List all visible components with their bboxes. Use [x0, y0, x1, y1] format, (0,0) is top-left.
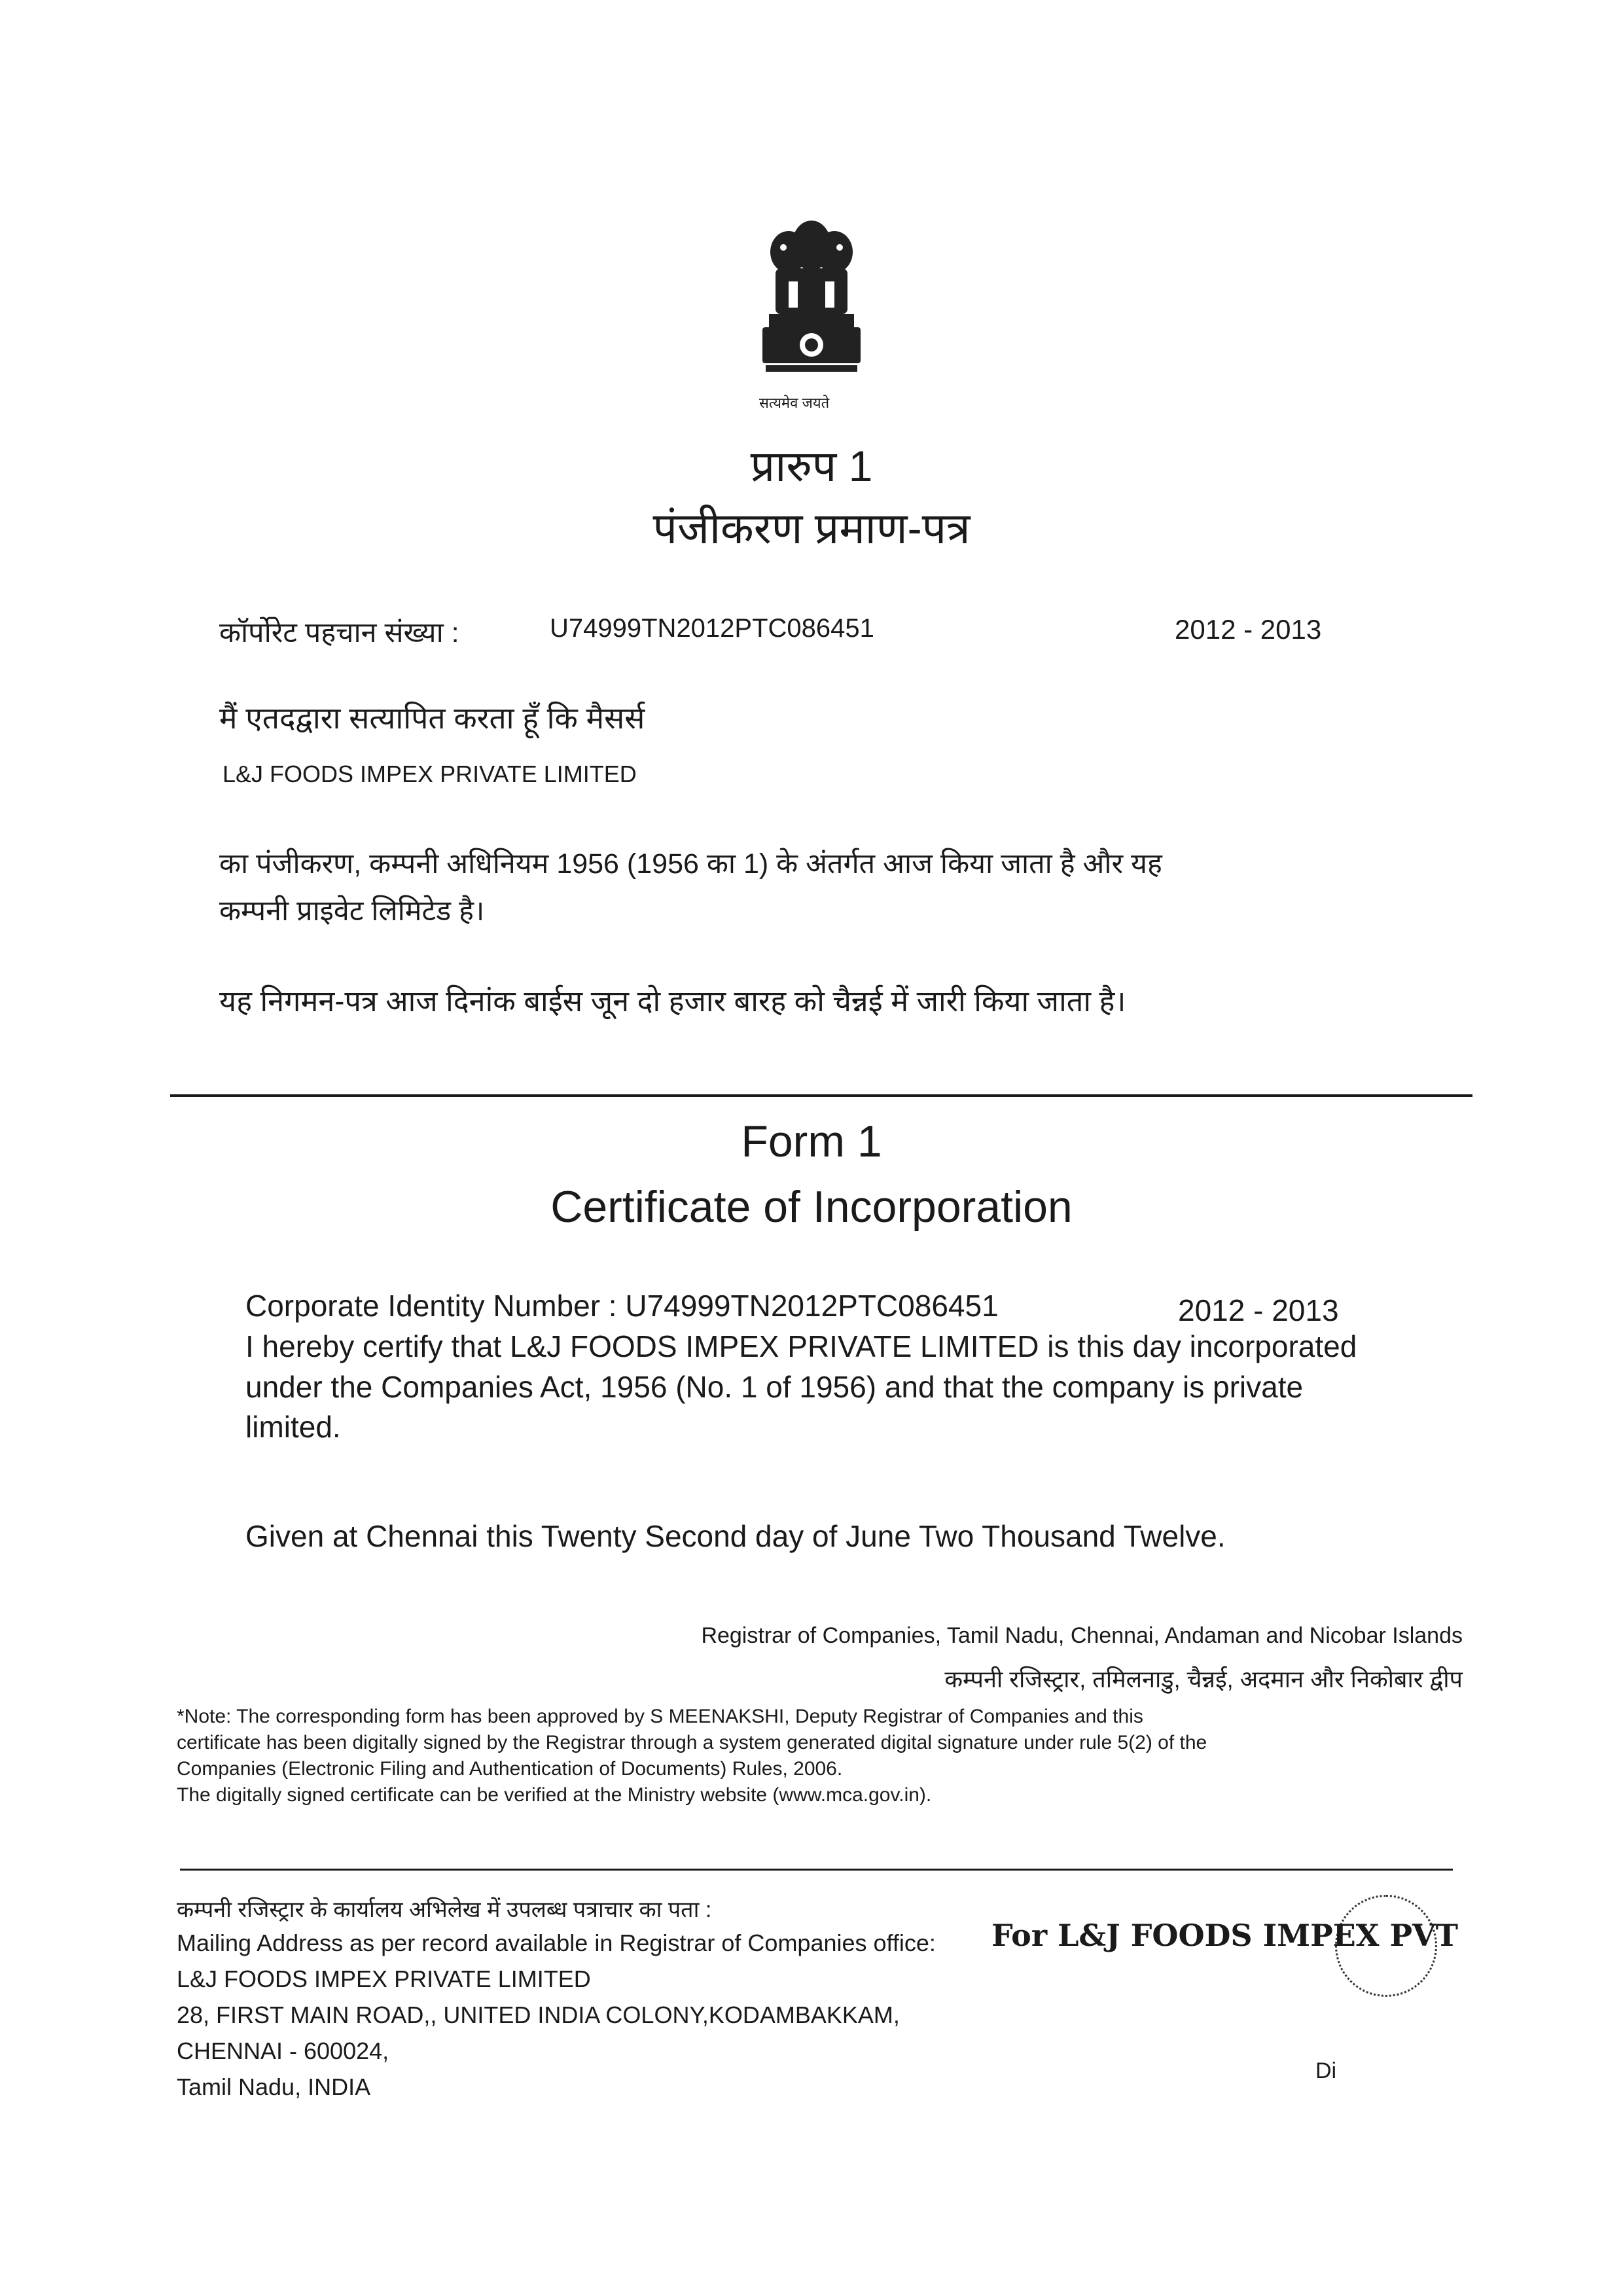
mailing-company-name: L&J FOODS IMPEX PRIVATE LIMITED [177, 1965, 591, 1992]
hindi-cin-value: U74999TN2012PTC086451 [550, 614, 874, 643]
english-certificate-title: Certificate of Incorporation [550, 1182, 1073, 1232]
mailing-address-line1: 28, FIRST MAIN ROAD,, UNITED INDIA COLONY,KODAMBAKKAM, [177, 2001, 900, 2028]
english-body-line2: under the Companies Act, 1956 (No. 1 of 1956) and that the company is private [245, 1370, 1304, 1404]
mailing-address-line3: Tamil Nadu, INDIA [177, 2073, 371, 2100]
mailing-address-line2: CHENNAI - 600024, [177, 2037, 389, 2064]
note-line1: *Note: The corresponding form has been approved by S MEENAKSHI, Deputy Registrar of Companies and this [177, 1706, 1143, 1727]
director-signature-label: Di [1315, 2058, 1337, 2083]
english-body-line1: I hereby certify that L&J FOODS IMPEX PRIVATE LIMITED is this day incorporated [245, 1329, 1357, 1363]
hindi-form-title: प्रारुप 1 [750, 442, 873, 490]
company-stamp-text: For L&J FOODS IMPEX PVT [991, 1918, 1458, 1953]
english-given-line: Given at Chennai this Twenty Second day of June Two Thousand Twelve. [245, 1519, 1226, 1553]
note-line2: certificate has been digitally signed by the Registrar through a system generated digital signature under rule 5(2) of the [177, 1732, 1207, 1753]
english-body-line3: limited. [245, 1410, 341, 1444]
mailing-hindi-label: कम्पनी रजिस्ट्रार के कार्यालय अभिलेख में उपलब्ध पत्राचार का पता : [177, 1897, 712, 1922]
english-form-title: Form 1 [741, 1117, 882, 1166]
note-line3: Companies (Electronic Filing and Authentication of Documents) Rules, 2006. [177, 1758, 843, 1780]
mailing-divider [180, 1869, 1453, 1871]
english-year: 2012 - 2013 [1178, 1293, 1339, 1327]
mailing-english-label: Mailing Address as per record available in Registrar of Companies office: [177, 1929, 936, 1956]
note-line4: The digitally signed certificate can be verified at the Ministry website (www.mca.gov.in). [177, 1784, 932, 1806]
hindi-cin-label: कॉर्पोरेट पहचान संख्या : [219, 617, 459, 649]
registrar-english: Registrar of Companies, Tamil Nadu, Chennai, Andaman and Nicobar Islands [701, 1623, 1463, 1648]
english-cin-line: Corporate Identity Number : U74999TN2012PTC086451 [245, 1289, 999, 1323]
hindi-company-name: L&J FOODS IMPEX PRIVATE LIMITED [223, 761, 637, 787]
hindi-body-line2: कम्पनी प्राइवेट लिमिटेड है। [219, 895, 485, 927]
national-emblem-icon [749, 216, 874, 412]
registrar-hindi: कम्पनी रजिस्ट्रार, तमिलनाडु, चैन्नई, अदमान और निकोबार द्वीप [944, 1666, 1463, 1693]
hindi-certificate-title: पंजीकरण प्रमाण-पत्र [652, 504, 971, 552]
hindi-body-line1: का पंजीकरण, कम्पनी अधिनियम 1956 (1956 का 1) के अंतर्गत आज किया जाता है और यह [219, 848, 1162, 880]
hindi-given-line: यह निगमन-पत्र आज दिनांक बाईस जून दो हजार बारह को चैन्नई में जारी किया जाता है। [219, 984, 1126, 1018]
section-divider [170, 1094, 1472, 1097]
emblem-motto: सत्यमेव जयते [759, 395, 830, 411]
hindi-year: 2012 - 2013 [1175, 614, 1322, 645]
hindi-certify-line: मैं एतदद्वारा सत्यापित करता हूँ कि मैसर्स [219, 701, 645, 735]
